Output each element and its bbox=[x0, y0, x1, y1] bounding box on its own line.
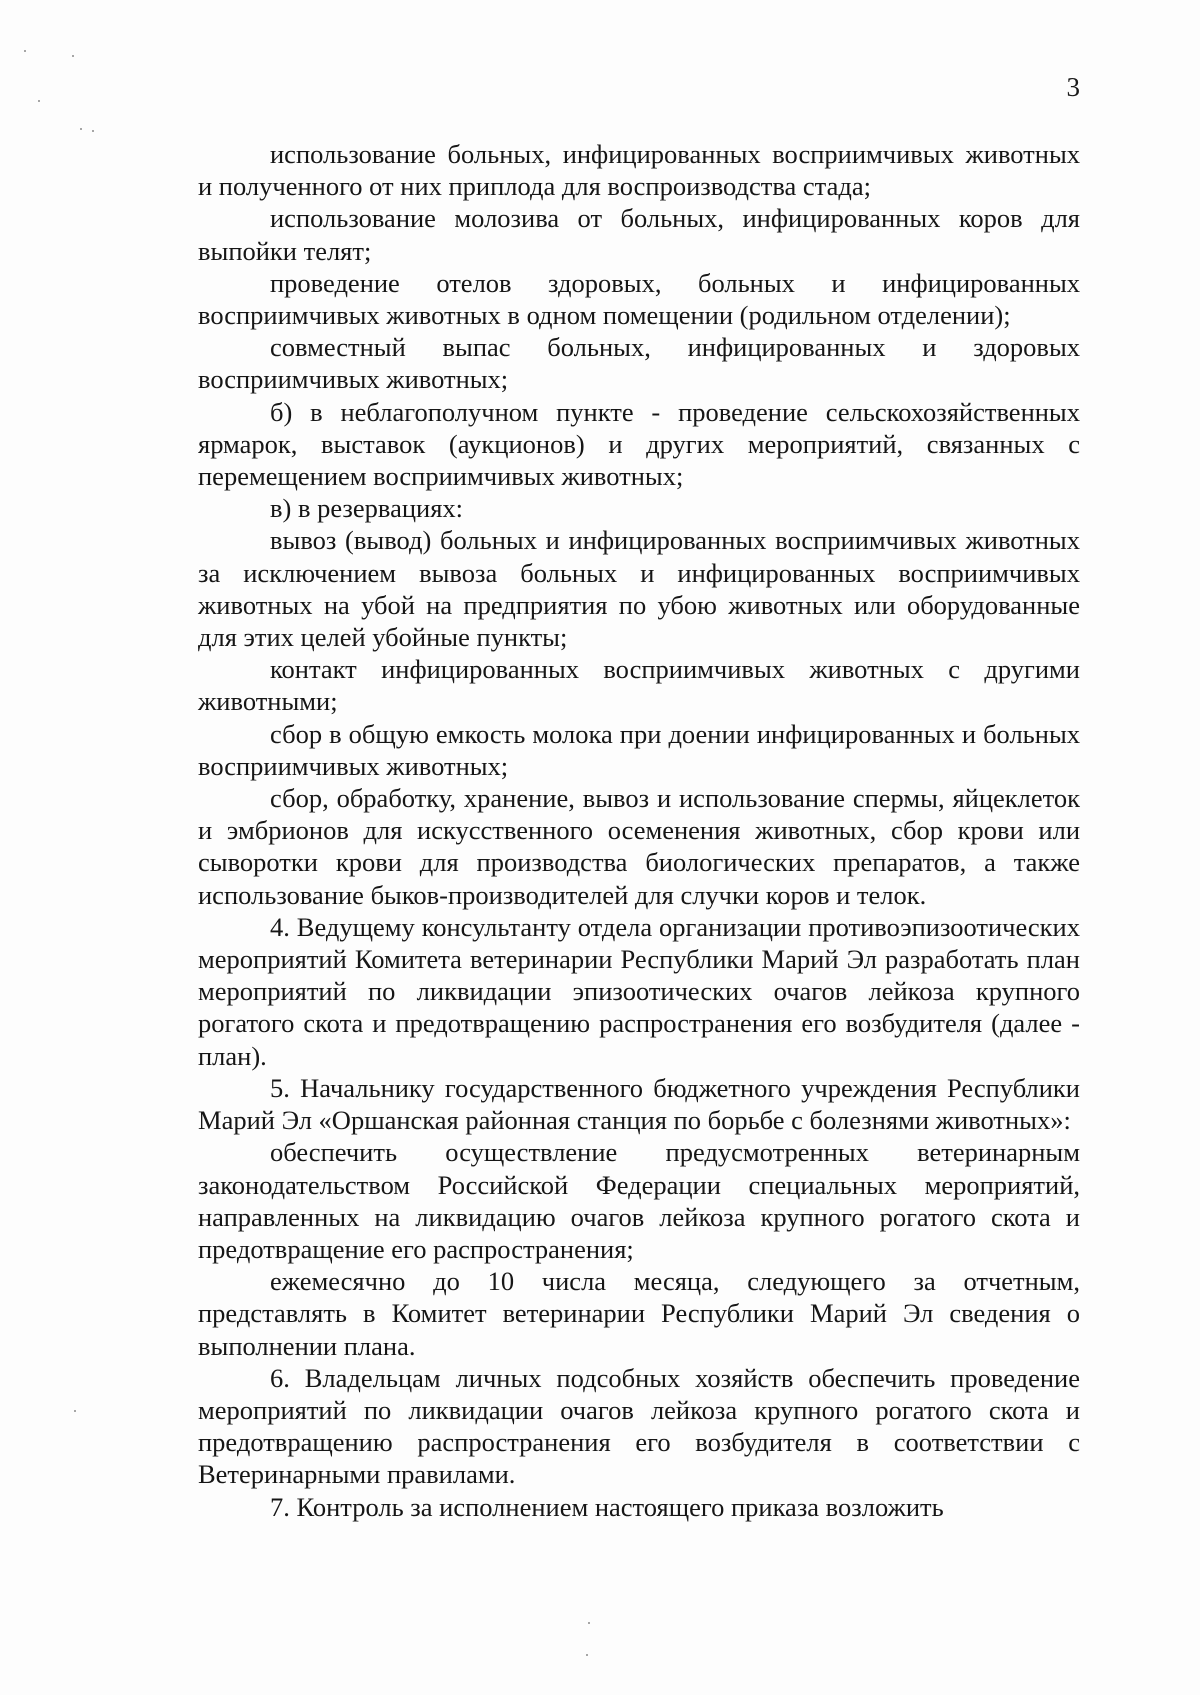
paragraph: вывоз (вывод) больных и инфицированных восприимчивых животных за исключением вывоза больных и инфицированных восприимчивых животных на убой на предприятия по убою животных или оборудованные для этих целей убойные пункты; bbox=[198, 525, 1080, 653]
scan-speck bbox=[72, 55, 74, 57]
scan-speck bbox=[586, 1654, 588, 1656]
paragraph: ежемесячно до 10 числа месяца, следующего за отчетным, представлять в Комитет ветеринарии Республики Марий Эл сведения о выполнении плана. bbox=[198, 1266, 1080, 1361]
paragraph: совместный выпас больных, инфицированных и здоровых восприимчивых животных; bbox=[198, 332, 1080, 395]
paragraph: 7. Контроль за исполнением настоящего приказа возложить bbox=[270, 1491, 944, 1522]
paragraph: контакт инфицированных восприимчивых животных с другими животными; bbox=[198, 654, 1080, 717]
scan-speck bbox=[92, 130, 94, 132]
paragraph: в) в резервациях: bbox=[270, 493, 464, 524]
scan-speck bbox=[74, 1410, 76, 1412]
paragraph: 6. Владельцам личных подсобных хозяйств обеспечить проведение мероприятий по ликвидации очагов лейкоза крупного рогатого скота и предотвращению распространения его возбудителя в соответствии с Ветеринарными правилами. bbox=[198, 1362, 1080, 1490]
paragraph: использование больных, инфицированных восприимчивых животных и полученного от них приплода для воспроизводства стада; bbox=[198, 139, 1080, 202]
paragraph: 4. Ведущему консультанту отдела организации противоэпизоотических мероприятий Комитета ветеринарии Республики Марий Эл разработать план мероприятий по ликвидации эпизоотических очагов лейкоза крупного рогатого скота и предотвращению распространения его возбудителя (далее - план). bbox=[198, 911, 1080, 1071]
paragraph: проведение отелов здоровых, больных и инфицированных восприимчивых животных в одном помещении (родильном отделении); bbox=[198, 267, 1080, 331]
page-number: 3 bbox=[1066, 72, 1080, 102]
scan-speck bbox=[38, 100, 40, 102]
paragraph: использование молозива от больных, инфицированных коров для выпойки телят; bbox=[198, 203, 1080, 266]
paragraph: сбор, обработку, хранение, вывоз и использование спермы, яйцеклеток и эмбрионов для искусственного осеменения животных, сбор крови или сыворотки крови для производства биологических препаратов, а также использование быков-производителей для случки коров и телок. bbox=[198, 783, 1080, 910]
scan-speck bbox=[80, 128, 82, 130]
paragraph: 5. Начальнику государственного бюджетного учреждения Республики Марий Эл «Оршанская районная станция по борьбе с болезнями животных»: bbox=[198, 1072, 1080, 1136]
document-body bbox=[198, 138, 1080, 1523]
scan-speck bbox=[24, 50, 26, 52]
scan-speck bbox=[588, 1622, 590, 1624]
paragraph: сбор в общую емкость молока при доении инфицированных и больных восприимчивых животных; bbox=[198, 718, 1080, 781]
paragraph: б) в неблагополучном пункте - проведение сельскохозяйственных ярмарок, выставок (аукционов) и других мероприятий, связанных с перемещением восприимчивых животных; bbox=[198, 396, 1080, 492]
paragraph: обеспечить осуществление предусмотренных ветеринарным законодательством Российской Федерации специальных мероприятий, направленных на ликвидацию очагов лейкоза крупного рогатого скота и предотвращение его распространения; bbox=[198, 1137, 1080, 1264]
